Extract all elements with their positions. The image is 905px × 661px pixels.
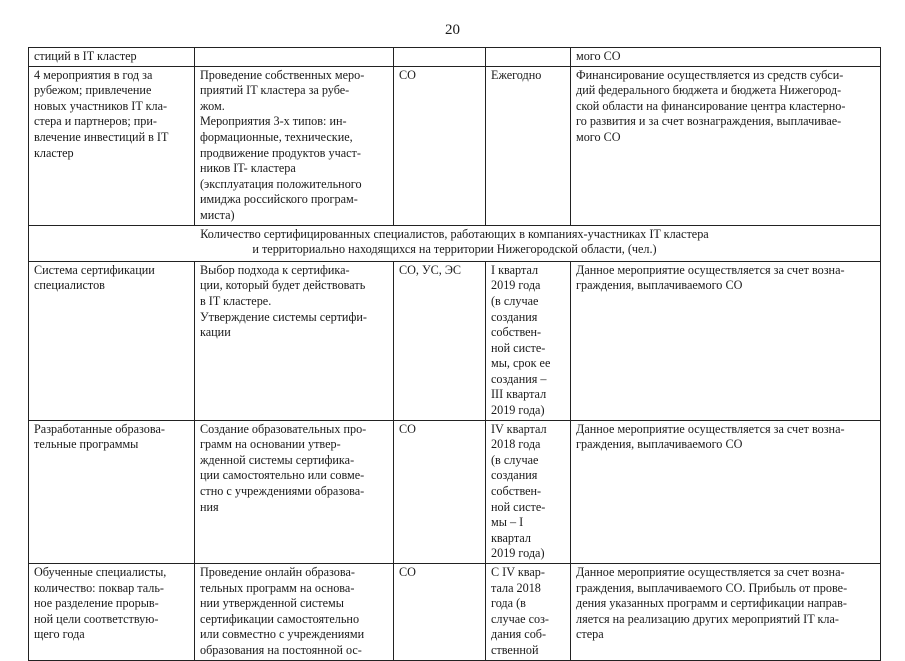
cell-deadline: С IV квар- тала 2018 года (в случае соз- дания соб- ственной <box>486 564 571 661</box>
cell-financing: мого СО <box>571 48 881 67</box>
cell-activity <box>195 48 394 67</box>
cell-financing: Данное мероприятие осуществляется за счет возна- граждения, выплачиваемого СО. Прибыль от прове- дения указанных программ и сертификации направ- ляется на реализацию других мероприятий IT кла- стера <box>571 564 881 661</box>
activities-table <box>28 47 881 661</box>
cell-deadline: IV квартал 2018 года (в случае создания собствен- ной систе- мы – I квартал 2019 года) <box>486 420 571 563</box>
cell-financing: Данное мероприятие осуществляется за счет возна- граждения, выплачиваемого СО <box>571 420 881 563</box>
page-number: 20 <box>445 22 460 38</box>
cell-responsible: СО, УС, ЭС <box>394 261 486 420</box>
table-row <box>29 420 881 563</box>
cell-deadline <box>486 48 571 67</box>
cell-responsible: СО <box>394 66 486 225</box>
cell-deadline: I квартал 2019 года (в случае создания собствен- ной систе- мы, срок ее создания – III квартал 2019 года) <box>486 261 571 420</box>
cell-activity: Проведение онлайн образова- тельных программ на основа- нии утвержденной системы сертификации самостоятельно или совместно с учреждениями образования на постоянной ос- <box>195 564 394 661</box>
cell-result: Система сертификации специалистов <box>29 261 195 420</box>
cell-financing: Финансирование осуществляется из средств субси- дий федерального бюджета и бюджета Нижегород- ской области на финансирование центра кластерно- го развития и за счет вознаграждения, выплачивае- мого СО <box>571 66 881 225</box>
cell-result: 4 мероприятия в год за рубежом; привлечение новых участников IT кла- стера и партнеров; при- влечение инвестиций в IT кластер <box>29 66 195 225</box>
cell-result: Обученные специалисты, количество: поквар таль- ное разделение прорыв- ной цели соответствую- щего года <box>29 564 195 661</box>
table-row <box>29 261 881 420</box>
cell-responsible: СО <box>394 564 486 661</box>
cell-responsible: СО <box>394 420 486 563</box>
table-row <box>29 564 881 661</box>
cell-responsible <box>394 48 486 67</box>
cell-financing: Данное мероприятие осуществляется за счет возна- граждения, выплачиваемого СО <box>571 261 881 420</box>
cell-deadline: Ежегодно <box>486 66 571 225</box>
cell-activity: Выбор подхода к сертифика- ции, который будет действовать в IT кластере. Утверждение системы сертифи- кации <box>195 261 394 420</box>
section-header: Количество сертифицированных специалистов, работающих в компаниях-участниках IT кластера и территориально находящихся на территории Нижегородской области, (чел.) <box>29 225 881 261</box>
table-row <box>29 66 881 225</box>
section-header-row <box>29 225 881 261</box>
cell-activity: Проведение собственных меро- приятий IT кластера за рубе- жом. Мероприятия 3-х типов: ин- формационные, технические, продвижение продуктов участ- ников IT- кластера (эксплуатация положительного имиджа российского програм- миста) <box>195 66 394 225</box>
cell-activity: Создание образовательных про- грамм на основании утвер- жденной системы сертифика- ции самостоятельно или совме- стно с учреждениями образова- ния <box>195 420 394 563</box>
cell-result: стиций в IT кластер <box>29 48 195 67</box>
cell-result: Разработанные образова- тельные программы <box>29 420 195 563</box>
table-row <box>29 48 881 67</box>
